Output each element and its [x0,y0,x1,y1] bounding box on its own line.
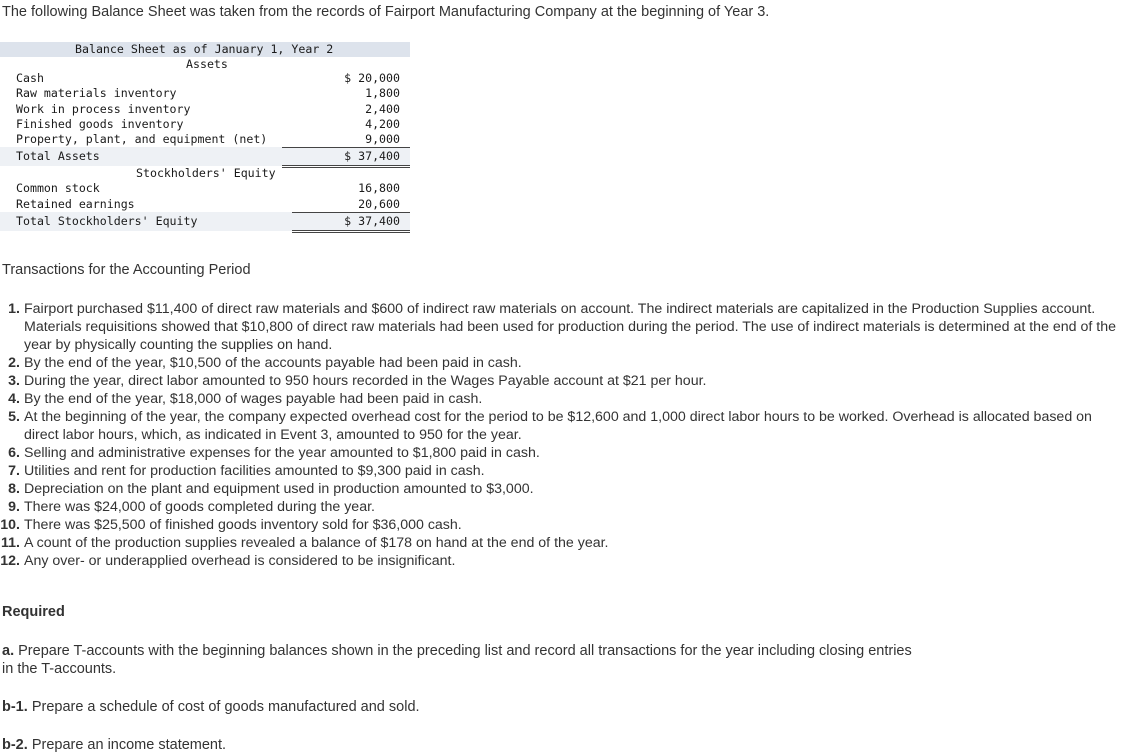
required-heading: Required [2,604,65,620]
requirement-a-text: Prepare T-accounts with the beginning balances shown in the preceding list and record all transactions for the year including closing entries in the T-accounts. [2,643,912,677]
list-item: 4. By the end of the year, $18,000 of wages payable had been paid in cash. [8,391,483,407]
intro-text: The following Balance Sheet was taken from the records of Fairport Manufacturing Company at the beginning of Year 3. [2,4,770,20]
row-label: Common stock [16,181,100,196]
row-value: 9,000 [365,132,400,147]
table-row [0,197,410,212]
row-label: Cash [16,71,44,85]
table-row [0,102,410,117]
total-assets-label: Total Assets [16,149,100,164]
list-item: 11. A count of the production supplies revealed a balance of $178 on hand at the end of the year. [1,535,609,551]
table-row [0,86,410,101]
row-value: 4,200 [365,116,400,131]
transactions-title: Transactions for the Accounting Period [2,262,251,278]
row-label: Finished goods inventory [16,116,184,131]
assets-heading: Assets [186,57,228,71]
equity-heading-row [0,166,410,181]
list-item: 5. At the beginning of the year, the company expected overhead cost for the period to be $12,600 and 1,000 direct labor hours to be worked. Overhead is allocated based on direct labor hours, which, as indicated in Event 3, amounted to 950 for the year. [8,409,1092,443]
list-item: 7. Utilities and rent for production facilities amounted to $9,300 paid in cash. [8,463,485,479]
row-label: Property, plant, and equipment (net) [16,132,268,147]
table-row [0,71,410,86]
requirement-b2-text: Prepare an income statement. [31,737,227,753]
list-item: 8. Depreciation on the plant and equipment used in production amounted to $3,000. [8,481,534,497]
total-equity-value: $ 37,400 [292,212,410,233]
list-item: 12. Any over- or underapplied overhead is considered to be insignificant. [0,553,456,569]
requirement-a [2,642,912,678]
row-label: Retained earnings [16,196,135,211]
assets-heading-row [0,57,410,71]
transactions-list [0,300,1120,570]
requirement-b2-label: b-2. [2,737,28,753]
balance-sheet-table [0,42,410,231]
list-item: 10. There was $25,500 of finished goods inventory sold for $36,000 cash. [0,517,462,533]
balance-sheet-title: Balance Sheet as of January 1, Year 2 [75,42,334,56]
total-equity-row [0,212,410,231]
row-value: $ 20,000 [344,71,400,85]
row-label: Raw materials inventory [16,86,177,101]
requirement-b1-label: b-1. [2,699,28,715]
row-value: 20,600 [358,196,400,211]
requirement-b2 [2,736,912,754]
equity-heading: Stockholders' Equity [136,166,276,181]
row-value: 1,800 [365,86,400,101]
table-row [0,117,410,132]
requirement-b1 [2,698,912,716]
requirement-a-label: a. [2,643,15,659]
list-item: 9. There was $24,000 of goods completed during the year. [8,499,375,515]
total-equity-label: Total Stockholders' Equity [16,214,198,229]
table-row [0,132,410,147]
balance-sheet-title-bar [0,42,410,57]
table-row [0,181,410,196]
row-label: Work in process inventory [16,101,191,116]
list-item: 3. During the year, direct labor amounted to 950 hours recorded in the Wages Payable account at $21 per hour. [8,373,707,389]
requirement-b1-text: Prepare a schedule of cost of goods manufactured and sold. [31,699,420,715]
list-item: 2. By the end of the year, $10,500 of the accounts payable had been paid in cash. [8,355,522,371]
total-assets-value: $ 37,400 [282,147,410,168]
list-item: 1. Fairport purchased $11,400 of direct raw materials and $600 of indirect raw materials on account. The indirect materials are capitalized in the Production Supplies account. Materials requisitions showed that $10,800 of direct raw materials had been used for production during the period. The use of indirect materials is determined at the end of the year by physically counting the supplies on hand. [8,301,1117,353]
row-value: 16,800 [358,181,400,196]
total-assets-row [0,147,410,166]
row-value: 2,400 [365,101,400,116]
list-item: 6. Selling and administrative expenses for the year amounted to $1,800 paid in cash. [8,445,540,461]
